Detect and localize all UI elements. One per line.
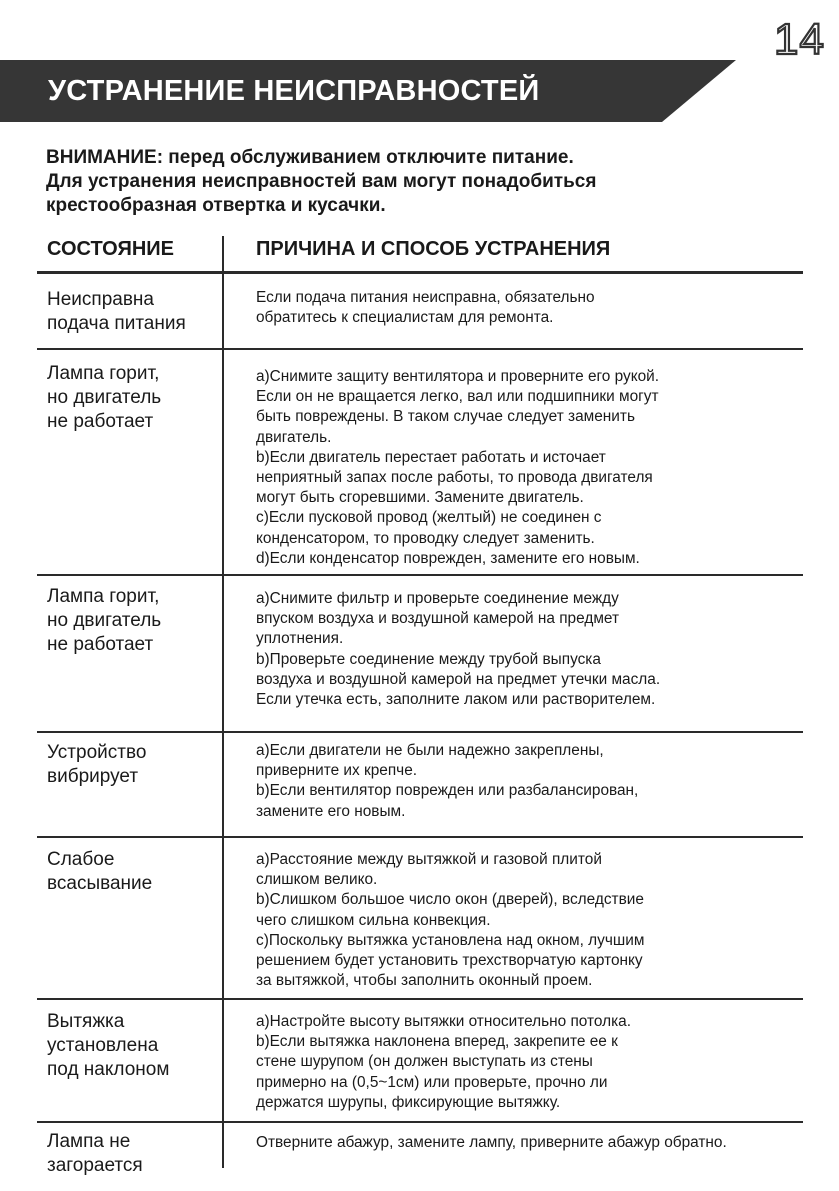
fix-cell (256, 1133, 816, 1153)
fix-line: конденсатором, то проводку следует заменить. (256, 529, 595, 547)
fix-line: решением будет установить трехстворчатую картонку (256, 952, 643, 970)
fix-line: Если подача питания неисправна, обязательно (256, 289, 595, 306)
fix-line: за вытяжкой, чтобы заполнить оконный проем. (256, 972, 593, 990)
row-divider (37, 998, 803, 1000)
fix-line: уплотнения. (256, 630, 344, 648)
condition-line: Лампа не (47, 1131, 131, 1152)
fix-line: неприятный запах после работы, то провода двигателя (256, 469, 653, 487)
fix-line: быть повреждены. В таком случае следует заменить (256, 408, 635, 426)
condition-cell (47, 585, 217, 657)
warning-line: ВНИМАНИЕ: перед обслуживанием отключите питание. (46, 147, 574, 168)
condition-line: но двигатель (47, 610, 162, 631)
condition-cell (47, 1130, 217, 1178)
fix-line: двигатель. (256, 428, 332, 446)
fix-line: a)Расстояние между вытяжкой и газовой плитой (256, 851, 602, 868)
page-number: 14 (774, 15, 825, 64)
fix-line: слишком велико. (256, 871, 378, 889)
fix-line: a)Снимите фильтр и проверьте соединение между (256, 590, 619, 607)
fix-line: замените его новым. (256, 802, 406, 820)
condition-line: Лампа горит, (47, 363, 160, 384)
row-divider (37, 836, 803, 838)
fix-line: воздуха и воздушной камерой на предмет утечки масла. (256, 670, 661, 688)
condition-cell (47, 1010, 217, 1082)
condition-line: Устройство (47, 742, 147, 763)
condition-line: но двигатель (47, 387, 162, 408)
fix-line: b)Если двигатель перестает работать и источает (256, 448, 606, 466)
fix-line: Если он не вращается легко, вал или подшипники могут (256, 388, 659, 406)
fix-line: b)Если вытяжка наклонена вперед, закрепите ее к (256, 1033, 618, 1051)
condition-line: Лампа горит, (47, 586, 160, 607)
fix-line: Отверните абажур, замените лампу, приверните абажур обратно. (256, 1134, 727, 1151)
fix-line: b)Проверьте соединение между трубой выпуска (256, 650, 601, 668)
fix-cell (256, 288, 816, 328)
fix-line: a)Снимите защиту вентилятора и проверните его рукой. (256, 368, 660, 385)
condition-line: не работает (47, 411, 154, 432)
fix-line: d)Если конденсатор поврежден, замените его новым. (256, 549, 640, 567)
fix-line: Если утечка есть, заполните лаком или растворителем. (256, 691, 656, 709)
fix-cell (256, 850, 816, 991)
condition-line: загорается (47, 1155, 143, 1176)
fix-line: a)Если двигатели не были надежно закреплены, (256, 742, 604, 759)
fix-cell (256, 589, 816, 710)
condition-line: не работает (47, 634, 154, 655)
condition-line: под наклоном (47, 1059, 170, 1080)
warning-line: крестообразная отвертка и кусачки. (46, 195, 386, 216)
fix-line: держатся шурупы, фиксирующие вытяжку. (256, 1093, 561, 1111)
condition-line: подача питания (47, 313, 186, 334)
page-title: УСТРАНЕНИЕ НЕИСПРАВНОСТЕЙ (48, 75, 540, 107)
warning-line: Для устранения неисправностей вам могут понадобиться (46, 171, 597, 192)
condition-line: Вытяжка (47, 1011, 125, 1032)
row-divider (37, 731, 803, 733)
fix-line: c)Поскольку вытяжка установлена над окном, лучшим (256, 931, 645, 949)
fix-line: b)Слишком большое число окон (дверей), вследствие (256, 891, 644, 909)
column-divider (222, 236, 224, 1168)
fix-line: a)Настройте высоту вытяжки относительно потолка. (256, 1013, 631, 1030)
column-header-condition: СОСТОЯНИЕ (47, 238, 174, 260)
condition-line: вибрирует (47, 766, 139, 787)
condition-cell (47, 362, 217, 434)
fix-line: b)Если вентилятор поврежден или разбалансирован, (256, 782, 639, 800)
warning-block (46, 146, 766, 218)
fix-line: стене шурупом (он должен выступать из стены (256, 1053, 593, 1071)
condition-line: Слабое (47, 849, 115, 870)
column-header-fix: ПРИЧИНА И СПОСОБ УСТРАНЕНИЯ (256, 238, 611, 260)
row-divider (37, 574, 803, 576)
condition-line: Неисправна (47, 289, 154, 310)
header-divider (37, 271, 803, 274)
fix-line: c)Если пусковой провод (желтый) не соединен с (256, 509, 602, 527)
condition-line: всасывание (47, 873, 153, 894)
condition-cell (47, 741, 217, 789)
fix-line: впуском воздуха и воздушной камерой на предмет (256, 610, 620, 628)
header-banner (0, 60, 736, 122)
fix-line: чего слишком сильна конвекция. (256, 911, 491, 929)
fix-line: обратитесь к специалистам для ремонта. (256, 309, 554, 327)
fix-cell (256, 367, 816, 569)
row-divider (37, 1121, 803, 1123)
fix-cell (256, 1012, 816, 1113)
condition-cell (47, 848, 217, 896)
fix-line: приверните их крепче. (256, 762, 418, 780)
fix-line: могут быть сгоревшими. Замените двигатель. (256, 489, 584, 507)
row-divider (37, 348, 803, 350)
fix-line: примерно на (0,5~1см) или проверьте, прочно ли (256, 1073, 608, 1091)
fix-cell (256, 741, 816, 822)
condition-line: установлена (47, 1035, 159, 1056)
condition-cell (47, 288, 217, 336)
